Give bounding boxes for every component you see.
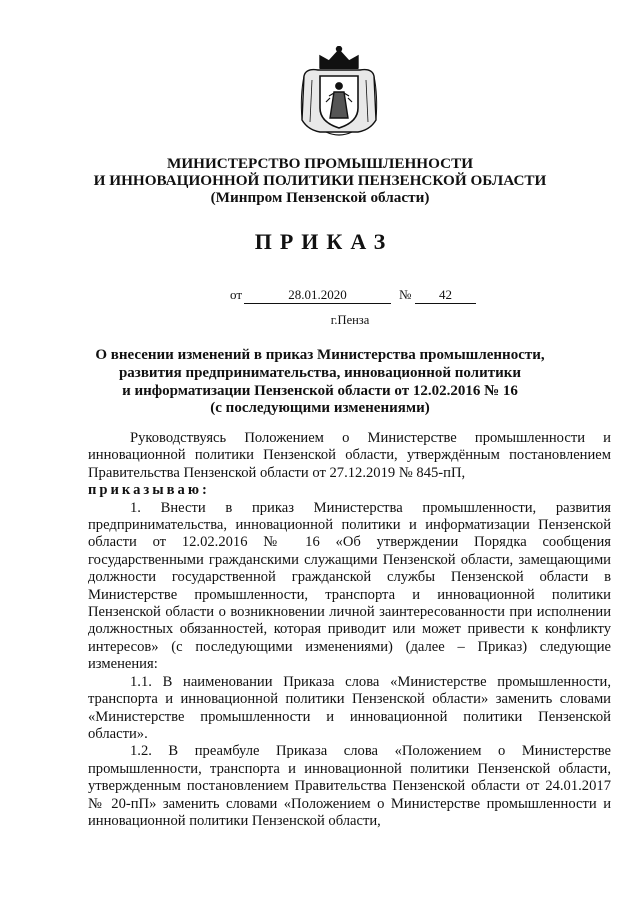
order-body <box>88 430 611 830</box>
number-label: № <box>399 287 412 302</box>
document-type-heading: ПРИКАЗ <box>254 229 394 254</box>
subject-line2: развития предпринимательства, инновационной политики <box>118 365 522 381</box>
item-1-paragraph: 1. Внести в приказ Министерства промышленности, развития предпринимательства, инновационной политики и информатизации Пензенской области от 12.02.2016 № 16 «Об утверждении Порядка сообщения государственными гражданскими служащими Пензенской области, замещающими должности государственной гражданской службы Пензенской области в Министерстве промышленности, транспорта и инновационной политики Пензенской области о возникновении личной заинтересованности при исполнении должностных обязанностей, которая приводит или может привести к конфликту интересов» (с последующими изменениями) (далее – Приказ) следующие изменения: <box>88 499 611 673</box>
ministry-name-line2: И ИННОВАЦИОННОЙ ПОЛИТИКИ ПЕНЗЕНСКОЙ ОБЛАСТИ <box>93 172 547 189</box>
coat-of-arms-emblem <box>296 46 382 138</box>
subject-line4: (с последующими изменениями) <box>210 400 430 416</box>
order-date: 28.01.2020 <box>244 287 391 304</box>
item-1-1-paragraph: 1.1. В наименовании Приказа слова «Министерстве промышленности, транспорта и инновационной политики Пензенской области» заменить словами «Министерстве промышленности и инновационной политики Пензенской области». <box>88 673 611 742</box>
order-number: 42 <box>415 287 476 304</box>
date-label: от <box>230 287 243 302</box>
subject-line3: и информатизации Пензенской области от 12.02.2016 № 16 <box>122 383 518 399</box>
order-word: приказываю: <box>88 482 210 499</box>
preamble-paragraph: Руководствуясь Положением о Министерстве промышленности и инновационной политики Пензенской области, утверждённым постановлением Правительства Пензенской области от 27.12.2019 № 845-пП, <box>88 430 611 481</box>
ministry-short-name: (Минпром Пензенской области) <box>210 189 430 206</box>
city-name: г.Пенза <box>330 313 370 327</box>
item-1-2-paragraph: 1.2. В преамбуле Приказа слова «Положением о Министерстве промышленности, транспорта и инновационной политики Пензенской области, утвержденным постановлением Правительства Пензенской области от 24.01.2017 № 20-пП» заменить словами «Положением о Министерстве промышленности и инновационной политики Пензенской области, <box>88 743 611 829</box>
subject-line1: О внесении изменений в приказ Министерства промышленности, <box>95 347 545 363</box>
ministry-name-line1: МИНИСТЕРСТВО ПРОМЫШЛЕННОСТИ <box>166 155 474 172</box>
